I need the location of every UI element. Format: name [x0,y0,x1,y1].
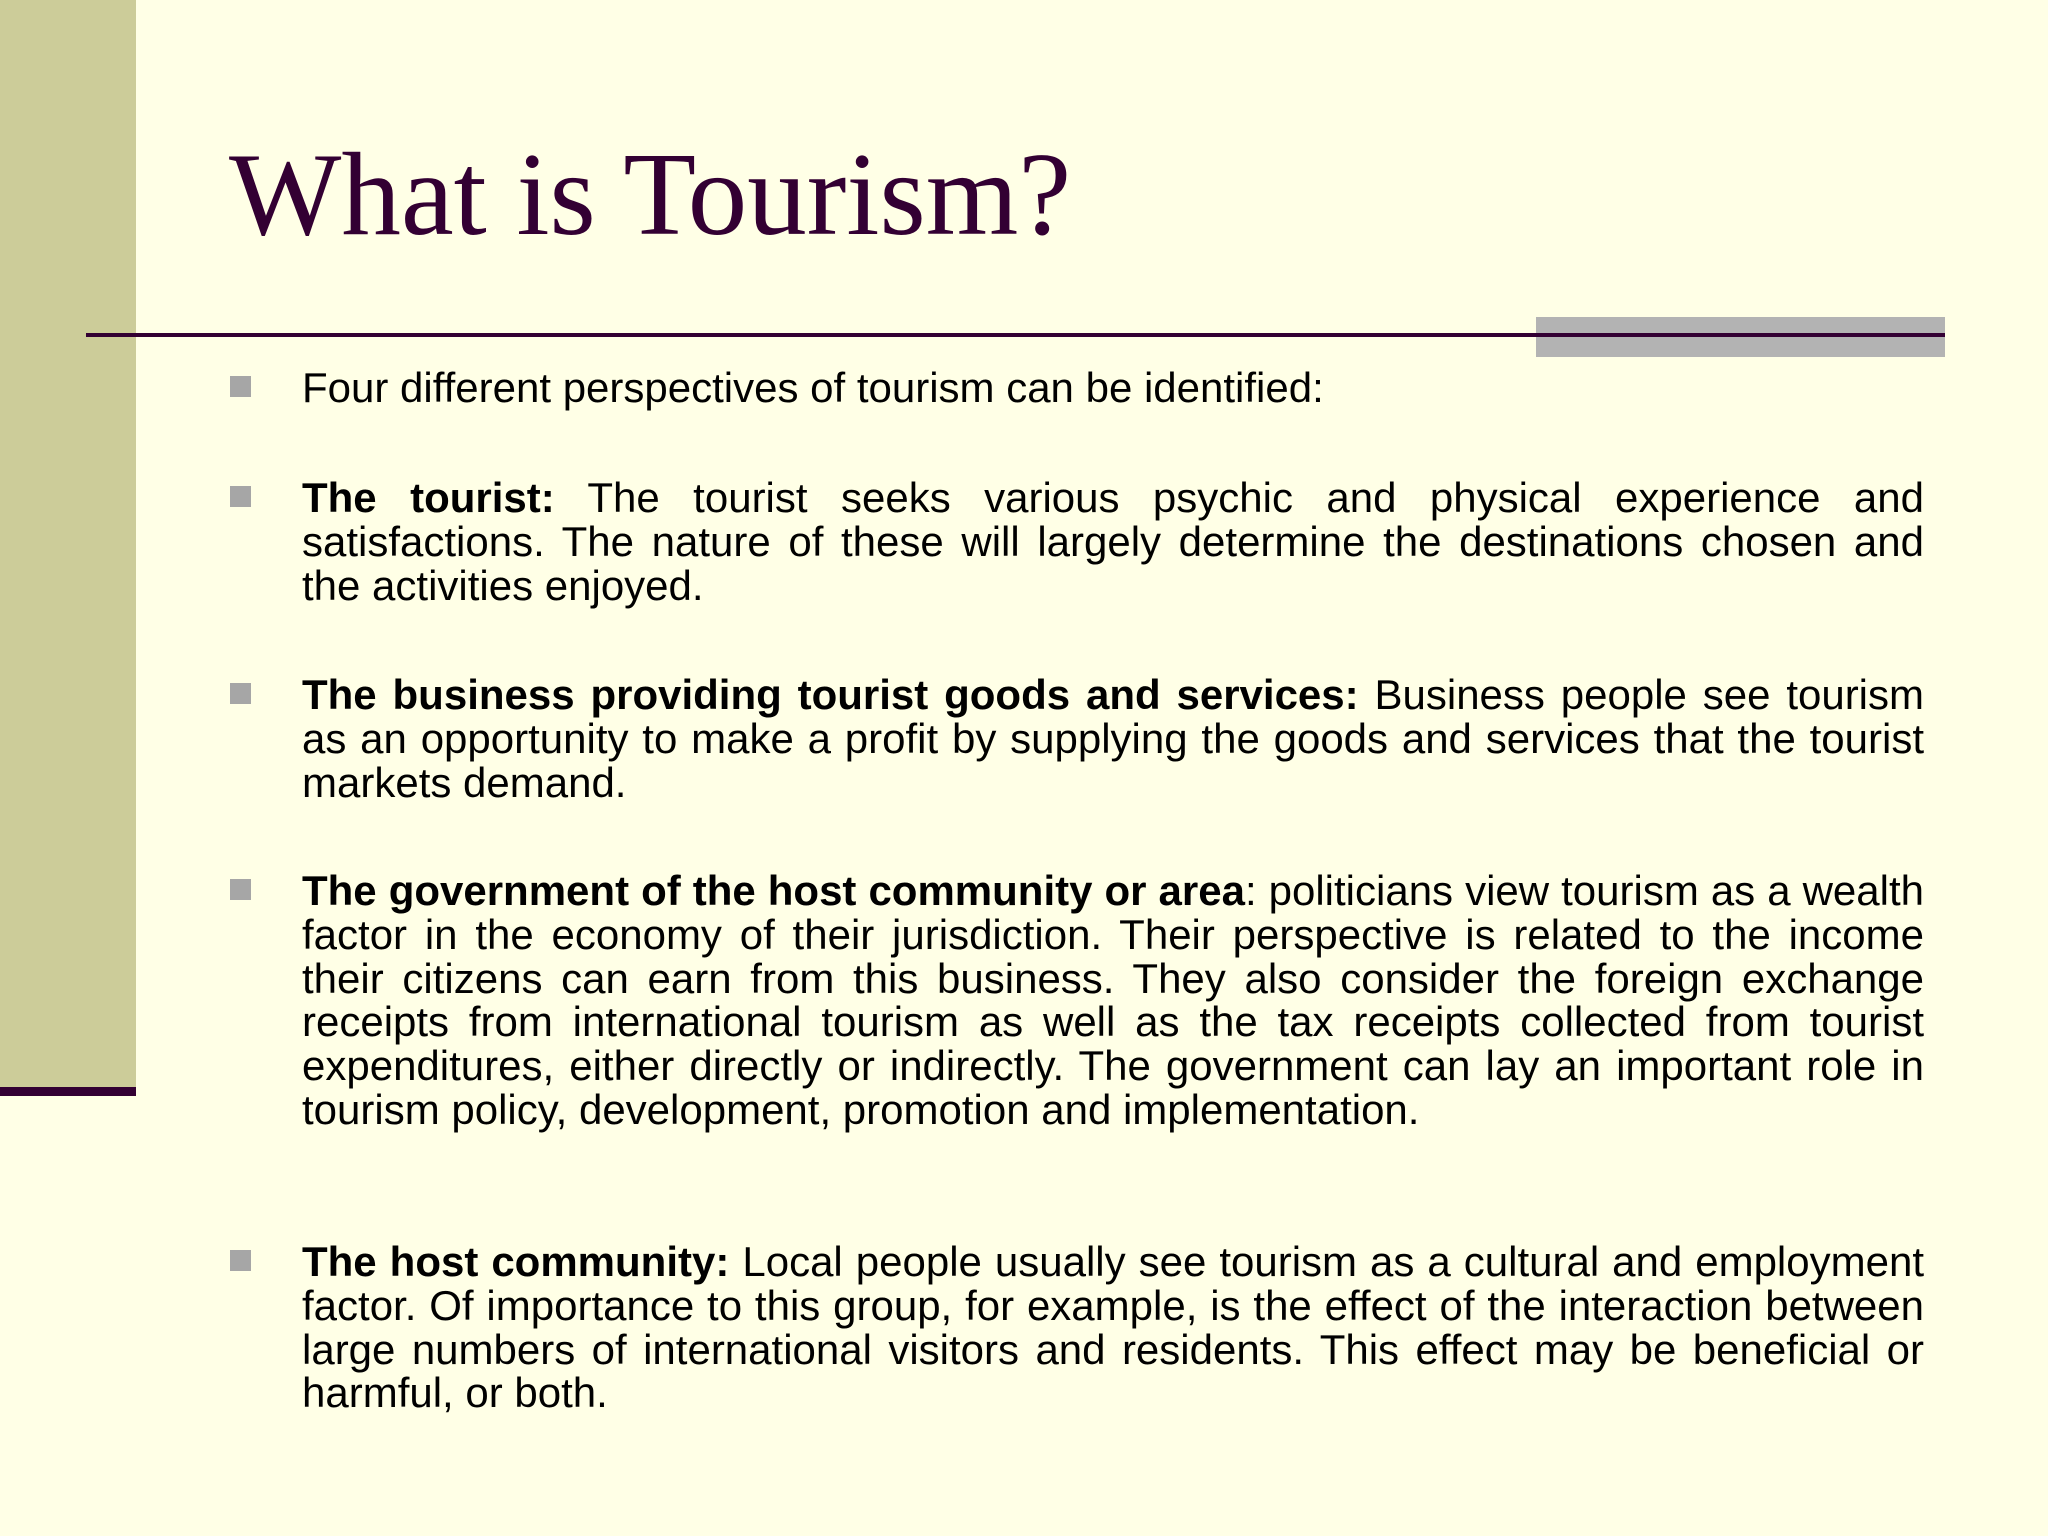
square-bullet-icon [230,376,251,397]
sidebar-underline [0,1087,136,1096]
title-rule [86,333,1945,337]
slide-title: What is Tourism? [229,128,1072,260]
bullet-text-tourist [302,476,1924,607]
sidebar-decoration [0,0,136,1087]
bullet-body: Business people see tourism as an opportunity to make a profit by supplying the goods and services that the tourist markets demand. [302,671,1925,806]
bullet-text-intro [302,366,1924,410]
square-bullet-icon [230,486,251,507]
bullet-heading: The tourist: [302,474,555,521]
square-bullet-icon [230,879,251,900]
bullet-heading: The government of the host community or area [302,867,1245,914]
bullet-text-business [302,673,1924,804]
bullet-heading: The business providing tourist goods and services: [302,671,1359,718]
bullet-text-government [302,869,1924,1132]
bullet-heading: The host community: [302,1238,730,1285]
square-bullet-icon [230,683,251,704]
bullet-text-host-community [302,1240,1924,1415]
bullet-body: : politicians view tourism as a wealth factor in the economy of their jurisdiction. Their perspective is related to the income their citizens can earn from this business. They also consider the foreign exchange receipts from international tourism as well as the tax receipts collected from tourist expenditures, either directly or indirectly. The government can lay an important role in tourism policy, development, promotion and implementation. [302,867,1924,1133]
bullet-body: The tourist seeks various psychic and physical experience and satisfactions. The nature of these will largely determine the destinations chosen and the activities enjoyed. [302,474,1924,609]
bullet-body: Local people usually see tourism as a cultural and employment factor. Of importance to this group, for example, is the effect of the interaction between large numbers of international visitors and residents. This effect may be beneficial or harmful, or both. [302,1238,1924,1417]
bullet-intro-text: Four different perspectives of tourism can be identified: [302,364,1324,411]
title-rule-accent [1536,317,1945,357]
square-bullet-icon [230,1250,251,1271]
